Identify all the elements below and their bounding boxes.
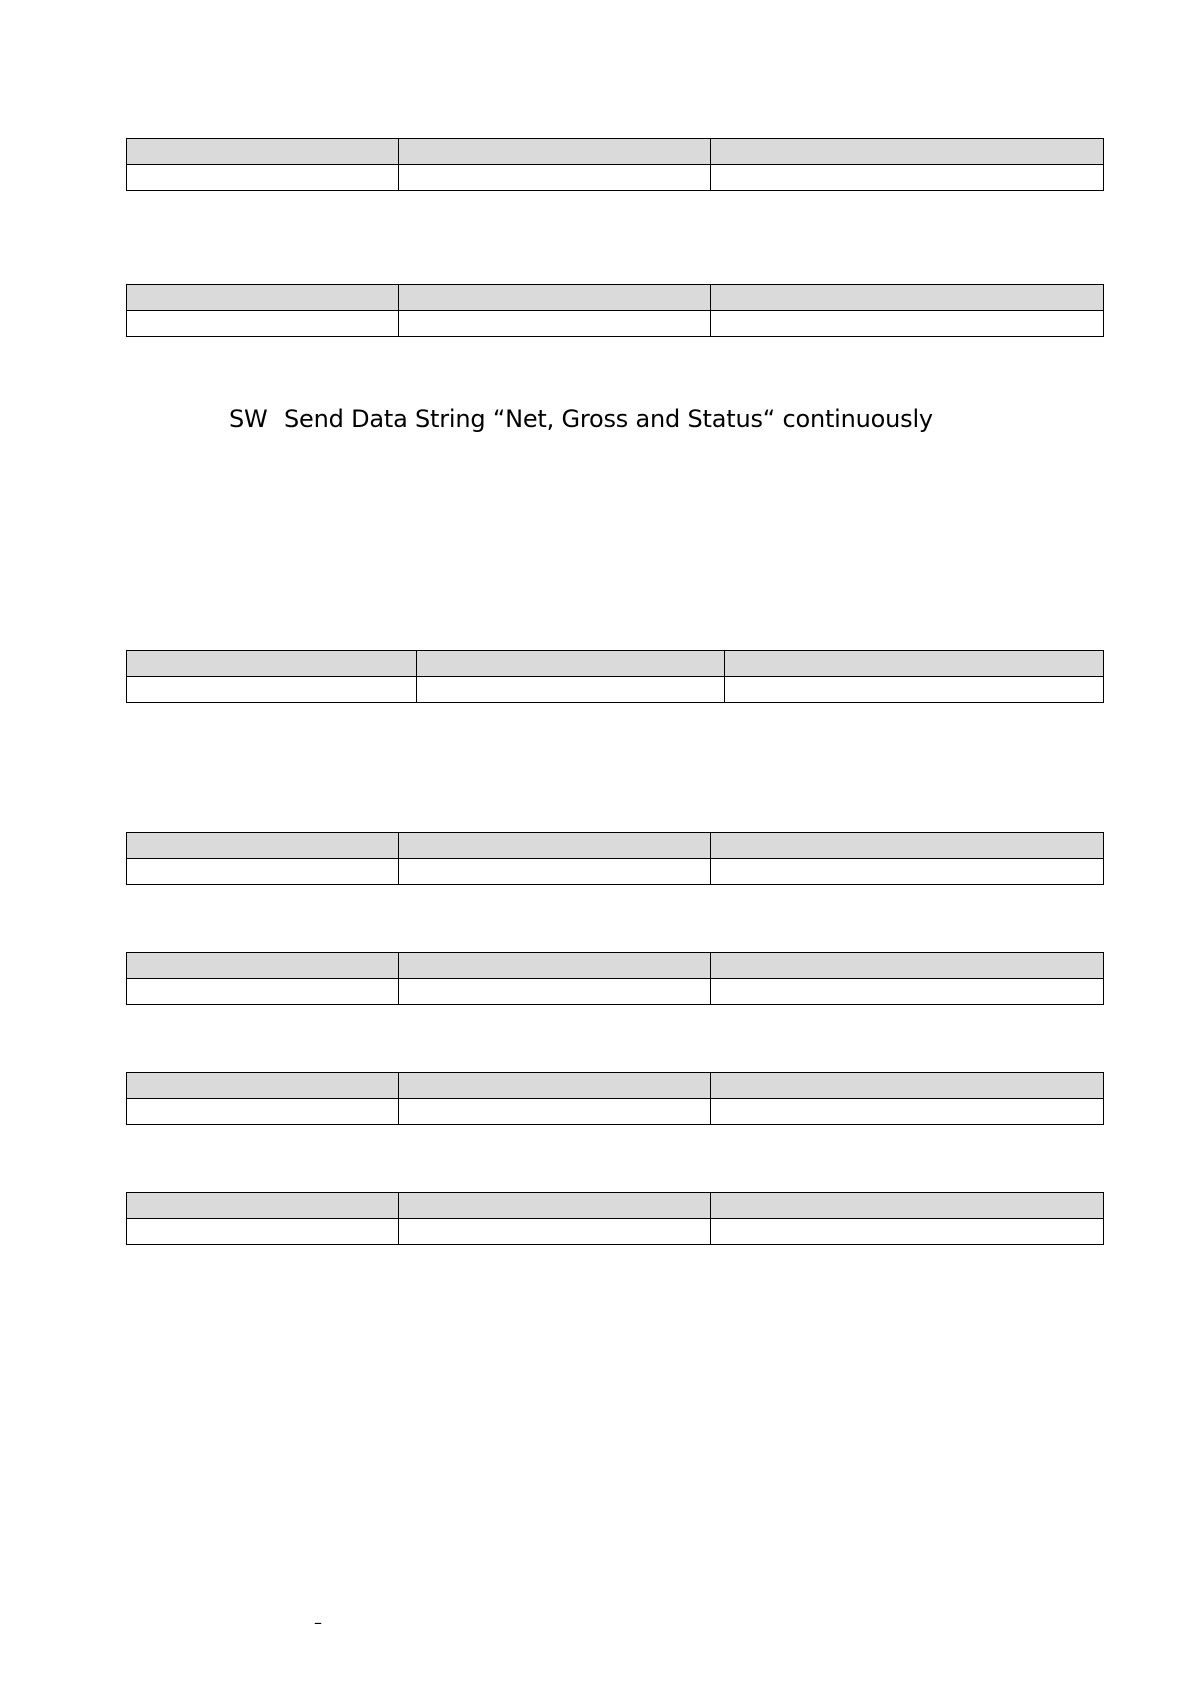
table-cell [725, 677, 1104, 703]
table-cell [127, 979, 399, 1005]
table-header-row [127, 285, 1104, 311]
table-cell [127, 859, 399, 885]
table-cell [711, 1219, 1104, 1245]
header-cell [711, 1193, 1104, 1219]
table-cell [711, 165, 1104, 191]
header-cell [711, 1073, 1104, 1099]
header-cell [711, 953, 1104, 979]
table-1 [126, 138, 1104, 191]
table-row [127, 1219, 1104, 1245]
table-row [127, 165, 1104, 191]
table-cell [127, 677, 417, 703]
header-cell [725, 651, 1104, 677]
header-cell [127, 833, 399, 859]
table-5 [126, 952, 1104, 1005]
header-cell [399, 953, 711, 979]
table-row [127, 677, 1104, 703]
table-4 [126, 832, 1104, 885]
table-header-row [127, 1193, 1104, 1219]
header-cell [711, 285, 1104, 311]
section-code: SW [229, 405, 268, 433]
table-cell [711, 979, 1104, 1005]
header-cell [127, 139, 399, 165]
table-7 [126, 1192, 1104, 1245]
header-cell [399, 1073, 711, 1099]
section-heading [229, 403, 933, 435]
table-cell [711, 859, 1104, 885]
header-cell [127, 953, 399, 979]
header-cell [127, 1193, 399, 1219]
header-cell [399, 1193, 711, 1219]
table-3 [126, 650, 1104, 703]
header-cell [127, 285, 399, 311]
header-cell [399, 833, 711, 859]
table-cell [711, 311, 1104, 337]
table-cell [417, 677, 725, 703]
table-header-row [127, 1073, 1104, 1099]
header-cell [417, 651, 725, 677]
table-header-row [127, 651, 1104, 677]
table-row [127, 859, 1104, 885]
table-row [127, 979, 1104, 1005]
table-cell [399, 165, 711, 191]
table-cell [399, 979, 711, 1005]
table-cell [127, 1219, 399, 1245]
header-cell [711, 833, 1104, 859]
table-cell [399, 1219, 711, 1245]
table-cell [399, 311, 711, 337]
table-2 [126, 284, 1104, 337]
footer-mark: – [314, 1613, 322, 1632]
table-header-row [127, 139, 1104, 165]
table-header-row [127, 833, 1104, 859]
header-cell [127, 651, 417, 677]
table-6 [126, 1072, 1104, 1125]
table-cell [127, 165, 399, 191]
table-cell [711, 1099, 1104, 1125]
header-cell [399, 139, 711, 165]
section-title: Send Data String “Net, Gross and Status“ continuously [284, 405, 933, 433]
header-cell [711, 139, 1104, 165]
table-row [127, 1099, 1104, 1125]
table-cell [127, 1099, 399, 1125]
table-cell [399, 859, 711, 885]
header-cell [127, 1073, 399, 1099]
table-cell [127, 311, 399, 337]
table-cell [399, 1099, 711, 1125]
table-header-row [127, 953, 1104, 979]
table-row [127, 311, 1104, 337]
header-cell [399, 285, 711, 311]
